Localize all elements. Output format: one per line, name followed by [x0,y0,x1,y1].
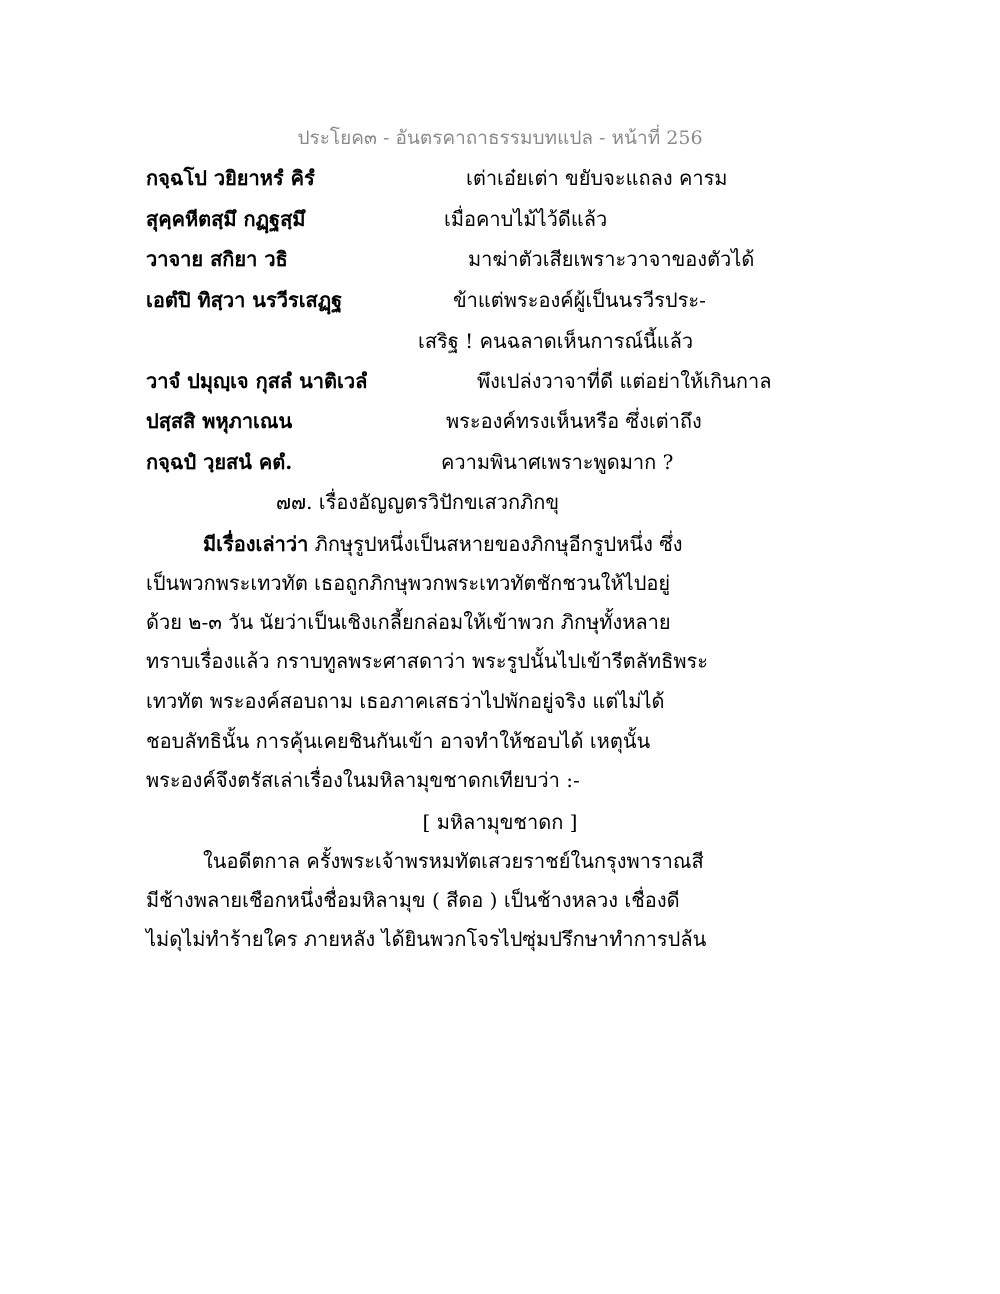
verse-thai: พระองค์ทรงเห็นหรือ ซึ่งเต่าถึง [446,409,702,433]
story-line: เป็นพวกพระเทวทัต เธอถูกภิกษุพวกพระเทวทัตชักชวนให้ไปอยู่ [146,571,671,595]
verse-pali: ปสฺสสิ พหุภาเณน [146,409,293,433]
story-line: ด้วย ๒-๓ วัน นัยว่าเป็นเชิงเกลี้ยกล่อมให้เข้าพวก ภิกษุทั้งหลาย [146,610,671,634]
verse-pali: วาจํ ปมุญฺเจ กุสลํ นาติเวลํ [146,369,368,393]
story-line: ทราบเรื่องแล้ว กราบทูลพระศาสดาว่า พระรูปนั้นไปเข้ารีตลัทธิพระ [146,649,708,673]
verse-thai: ความพินาศเพราะพูดมาก ? [441,450,674,474]
verse-thai: เสริฐ ! คนฉลาดเห็นการณ์นี้แล้ว [418,329,694,353]
verse-pali: สุคฺคหีตสฺมึ กฏฺฐสฺมึ [146,207,306,231]
verse-row [0,243,1000,277]
story-lead: มีเรื่องเล่าว่า [203,532,309,556]
verse-row [0,365,1000,399]
verse-row [0,405,1000,439]
verse-thai: เมื่อคาบไม้ไว้ดีแล้ว [444,207,608,231]
jataka-title: [ มหิลามุขชาดก ] [422,810,578,834]
story-line: พระองค์จึงตรัสเล่าเรื่องในมหิลามุขชาดกเทียบว่า :- [146,768,580,792]
verse-pali: กจฺฉโป วยิยาหรํ คิรํ [146,166,315,190]
story-line: เทวทัต พระองค์สอบถาม เธอภาคเสธว่าไปพักอยู่จริง แต่ไม่ได้ [146,689,665,713]
story-title: ๗๗. เรื่องอัญญตรวิปักขเสวกภิกขุ [276,490,560,514]
story-line: ชอบลัทธินั้น การคุ้นเคยชินกันเข้า อาจทำให้ชอบได้ เหตุนั้น [146,729,651,753]
verse-pali: เอตํปิ ทิสฺวา นรวีรเสฏฺฐ [146,288,343,312]
jataka-line: ไม่ดุไม่ทำร้ายใคร ภายหลัง ได้ยินพวกโจรไปซุ่มปรึกษาทำการปล้น [146,927,707,951]
story-first-line: ภิกษุรูปหนึ่งเป็นสหายของภิกษุอีกรูปหนึ่ง ซึ่ง [308,532,683,556]
verse-thai: เต่าเอ๋ยเต่า ขยับจะแถลง คารม [466,166,728,190]
verse-row [0,446,1000,480]
jataka-line: มีช้างพลายเชือกหนึ่งชื่อมหิลามุข ( สีดอ ) เป็นช้างหลวง เชื่องดี [146,888,680,912]
verse-thai: ข้าแต่พระองค์ผู้เป็นนรวีรประ- [453,288,706,312]
verse-row [0,162,1000,196]
story-line [203,528,683,560]
jataka-line: ในอดีตกาล ครั้งพระเจ้าพรหมทัตเสวยราชย์ในกรุงพาราณสี [203,849,704,873]
verse-thai: มาฆ่าตัวเสียเพราะวาจาของตัวได้ [468,247,755,271]
verse-pali: กจฺฉปํ วฺยสนํ คตํ. [146,450,293,474]
page-header: ประโยค๓ - อันตรคาถาธรรมบทแปล - หน้าที่ 256 [297,127,703,149]
verse-row [0,325,1000,359]
verse-thai: พึงเปล่งวาจาที่ดี แต่อย่าให้เกินกาล [477,369,772,393]
verse-row [0,203,1000,237]
verse-pali: วาจาย สกิยา วธิ [146,247,288,271]
verse-row [0,284,1000,318]
